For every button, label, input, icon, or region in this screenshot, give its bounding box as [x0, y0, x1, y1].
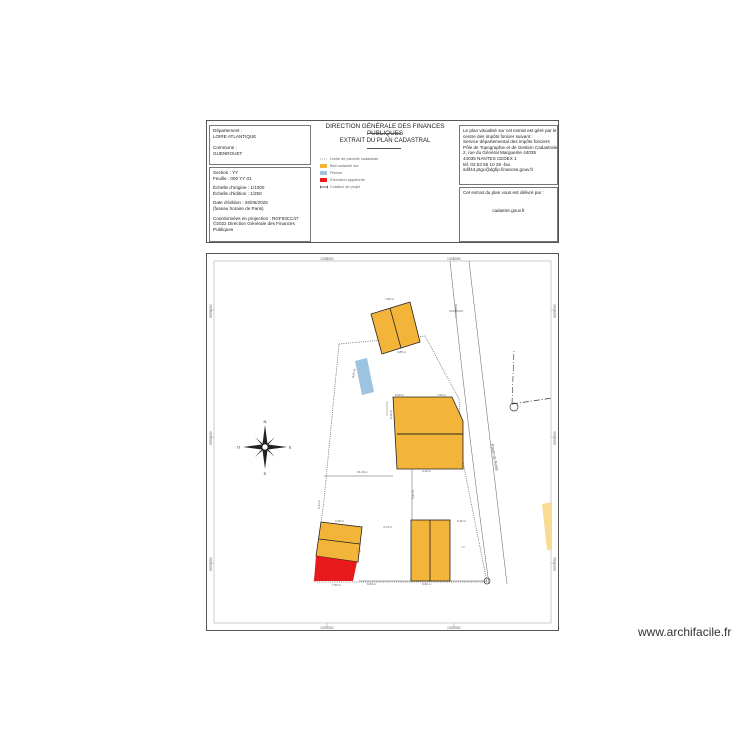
section-box [209, 167, 311, 242]
survey-point [510, 403, 518, 411]
title-rule [367, 133, 401, 134]
road-edge-right [469, 261, 507, 584]
commune-label: Commune : [213, 145, 237, 151]
cadastral-header [206, 120, 559, 243]
compass-east: E [289, 444, 292, 450]
delivery-text: Cet extrait du plan vous est délivré par : [463, 190, 544, 195]
dimension-label: 6,40 m [457, 519, 467, 523]
neighbour-building [542, 502, 552, 550]
parcel-limit-symbol [320, 157, 328, 161]
plan-title: EXTRAIT DU PLAN CADASTRAL [339, 138, 431, 144]
watermark: www.archifacile.fr [638, 625, 732, 639]
dimension-label: 15,18 m [357, 470, 368, 474]
departement-value: LOIRE ATLANTIQUE [213, 133, 257, 139]
section-line: Section : YY [213, 170, 239, 175]
building-bottom-centre [411, 520, 450, 581]
right-coord-mid: 6696000 [553, 431, 557, 445]
echelle-origine: Échelle d'origine : 1/1000 [213, 185, 265, 191]
service-box [459, 125, 558, 185]
pool-swatch [320, 171, 327, 175]
right-coord-bottom: 6695950 [553, 557, 557, 571]
commune-value: GUENROUET [213, 150, 243, 156]
dimension-label: 8,60 m [351, 368, 357, 379]
fuseau: (fuseau horaire de Paris) [213, 205, 264, 211]
departement-label: Département : [213, 128, 243, 133]
date-edition: Date d'édition : 26/06/2025 [213, 200, 268, 206]
dimension-label: 7,80 m [385, 297, 395, 301]
pool [355, 358, 374, 395]
neighbour-boundary [512, 349, 514, 404]
delivery-box [459, 187, 558, 242]
cotation-symbol [320, 185, 328, 189]
left-coord-top: 6696050 [209, 304, 213, 318]
building-swatch [320, 164, 327, 168]
cross-marker [449, 304, 463, 318]
left-coord-mid: 6696000 [209, 431, 213, 445]
dimension-label: 6,97 m [411, 489, 415, 499]
right-coord-top: 6696050 [553, 304, 557, 318]
legend-label: Limite de parcelle cadastrale [330, 157, 379, 161]
road-label: Route de Beslé [490, 443, 500, 472]
compass-south: S [263, 471, 267, 476]
compass-north: N [263, 419, 267, 424]
dimension-label: 4,85 m [397, 350, 407, 354]
service-line: sdif44.ptgc@dgfip.finances.gouv.fr [463, 167, 534, 173]
dimension-label: 6,40 m [395, 393, 405, 397]
dgfip-title: DIRECTION GÉNÉRALE DES FINANCES PUBLIQUES [325, 123, 445, 137]
dimension-label: 4,73 m [383, 525, 393, 529]
dimension-label: 8,20 m [389, 409, 393, 419]
feuille-line: Feuille : 000 YY 01 [213, 175, 252, 181]
compass-rose [237, 419, 292, 476]
service-line: 2, rue du Général Marguerite 44035 [463, 150, 537, 156]
dimension-label: 6,00 m [367, 582, 377, 586]
coordonnees: Coordonnées en projection : RGF93CC47 [213, 215, 299, 221]
dimension-label: 7,00 m [437, 393, 447, 397]
dimension-label: 7,50 m [332, 583, 342, 587]
legend-label: Bâti cadastré dur [330, 164, 359, 168]
service-line: Service départemental des impôts fonciers [463, 139, 550, 145]
service-line: Pôle de Topographie et de Gestion Cadastrale [463, 144, 558, 150]
compass-west: O [237, 444, 241, 450]
service-line: 44035 NANTES CEDEX 1 [463, 155, 517, 161]
dimension-label: 3,10 m [422, 469, 432, 473]
title-column [313, 121, 457, 244]
subtitle-rule [367, 148, 401, 149]
cadastral-plan [206, 253, 559, 631]
service-line: Le plan visualisé sur cet extrait est géré par le [463, 128, 557, 133]
legend-label: Extension apparente [330, 178, 365, 182]
plan-drawing [207, 254, 558, 630]
service-line: centre des impôts foncier suivant : [463, 133, 533, 139]
bottom-coord-right: 1305350 [447, 626, 461, 630]
building-bottom-left [316, 522, 362, 562]
main-house [393, 397, 463, 469]
echelle-edition: Échelle d'édition : 1/250 [213, 190, 262, 196]
dimension-label: 9,00 m [422, 582, 432, 586]
legend-label: Cotation de projet [330, 185, 360, 189]
service-line: tél. 02 53 55 10 26 -fax [463, 161, 510, 167]
top-coord-right: 1305350 [447, 257, 461, 261]
delivery-site: cadastre.gouv.fr [492, 207, 525, 213]
neighbour-boundary [512, 398, 552, 404]
left-coord-bottom: 6695950 [209, 557, 213, 571]
bottom-coord-left: 1305300 [320, 626, 334, 630]
dimension-label: 5,23 m [317, 499, 321, 509]
dimension-label: 3,15 m [335, 519, 345, 523]
legend-label: Piscine [330, 171, 343, 175]
top-coord-left: 1305300 [320, 257, 334, 261]
extension-swatch [320, 178, 327, 182]
commune-box [209, 125, 311, 165]
copyright: ©2022 Direction Générale des Finances Publiques [213, 221, 295, 232]
